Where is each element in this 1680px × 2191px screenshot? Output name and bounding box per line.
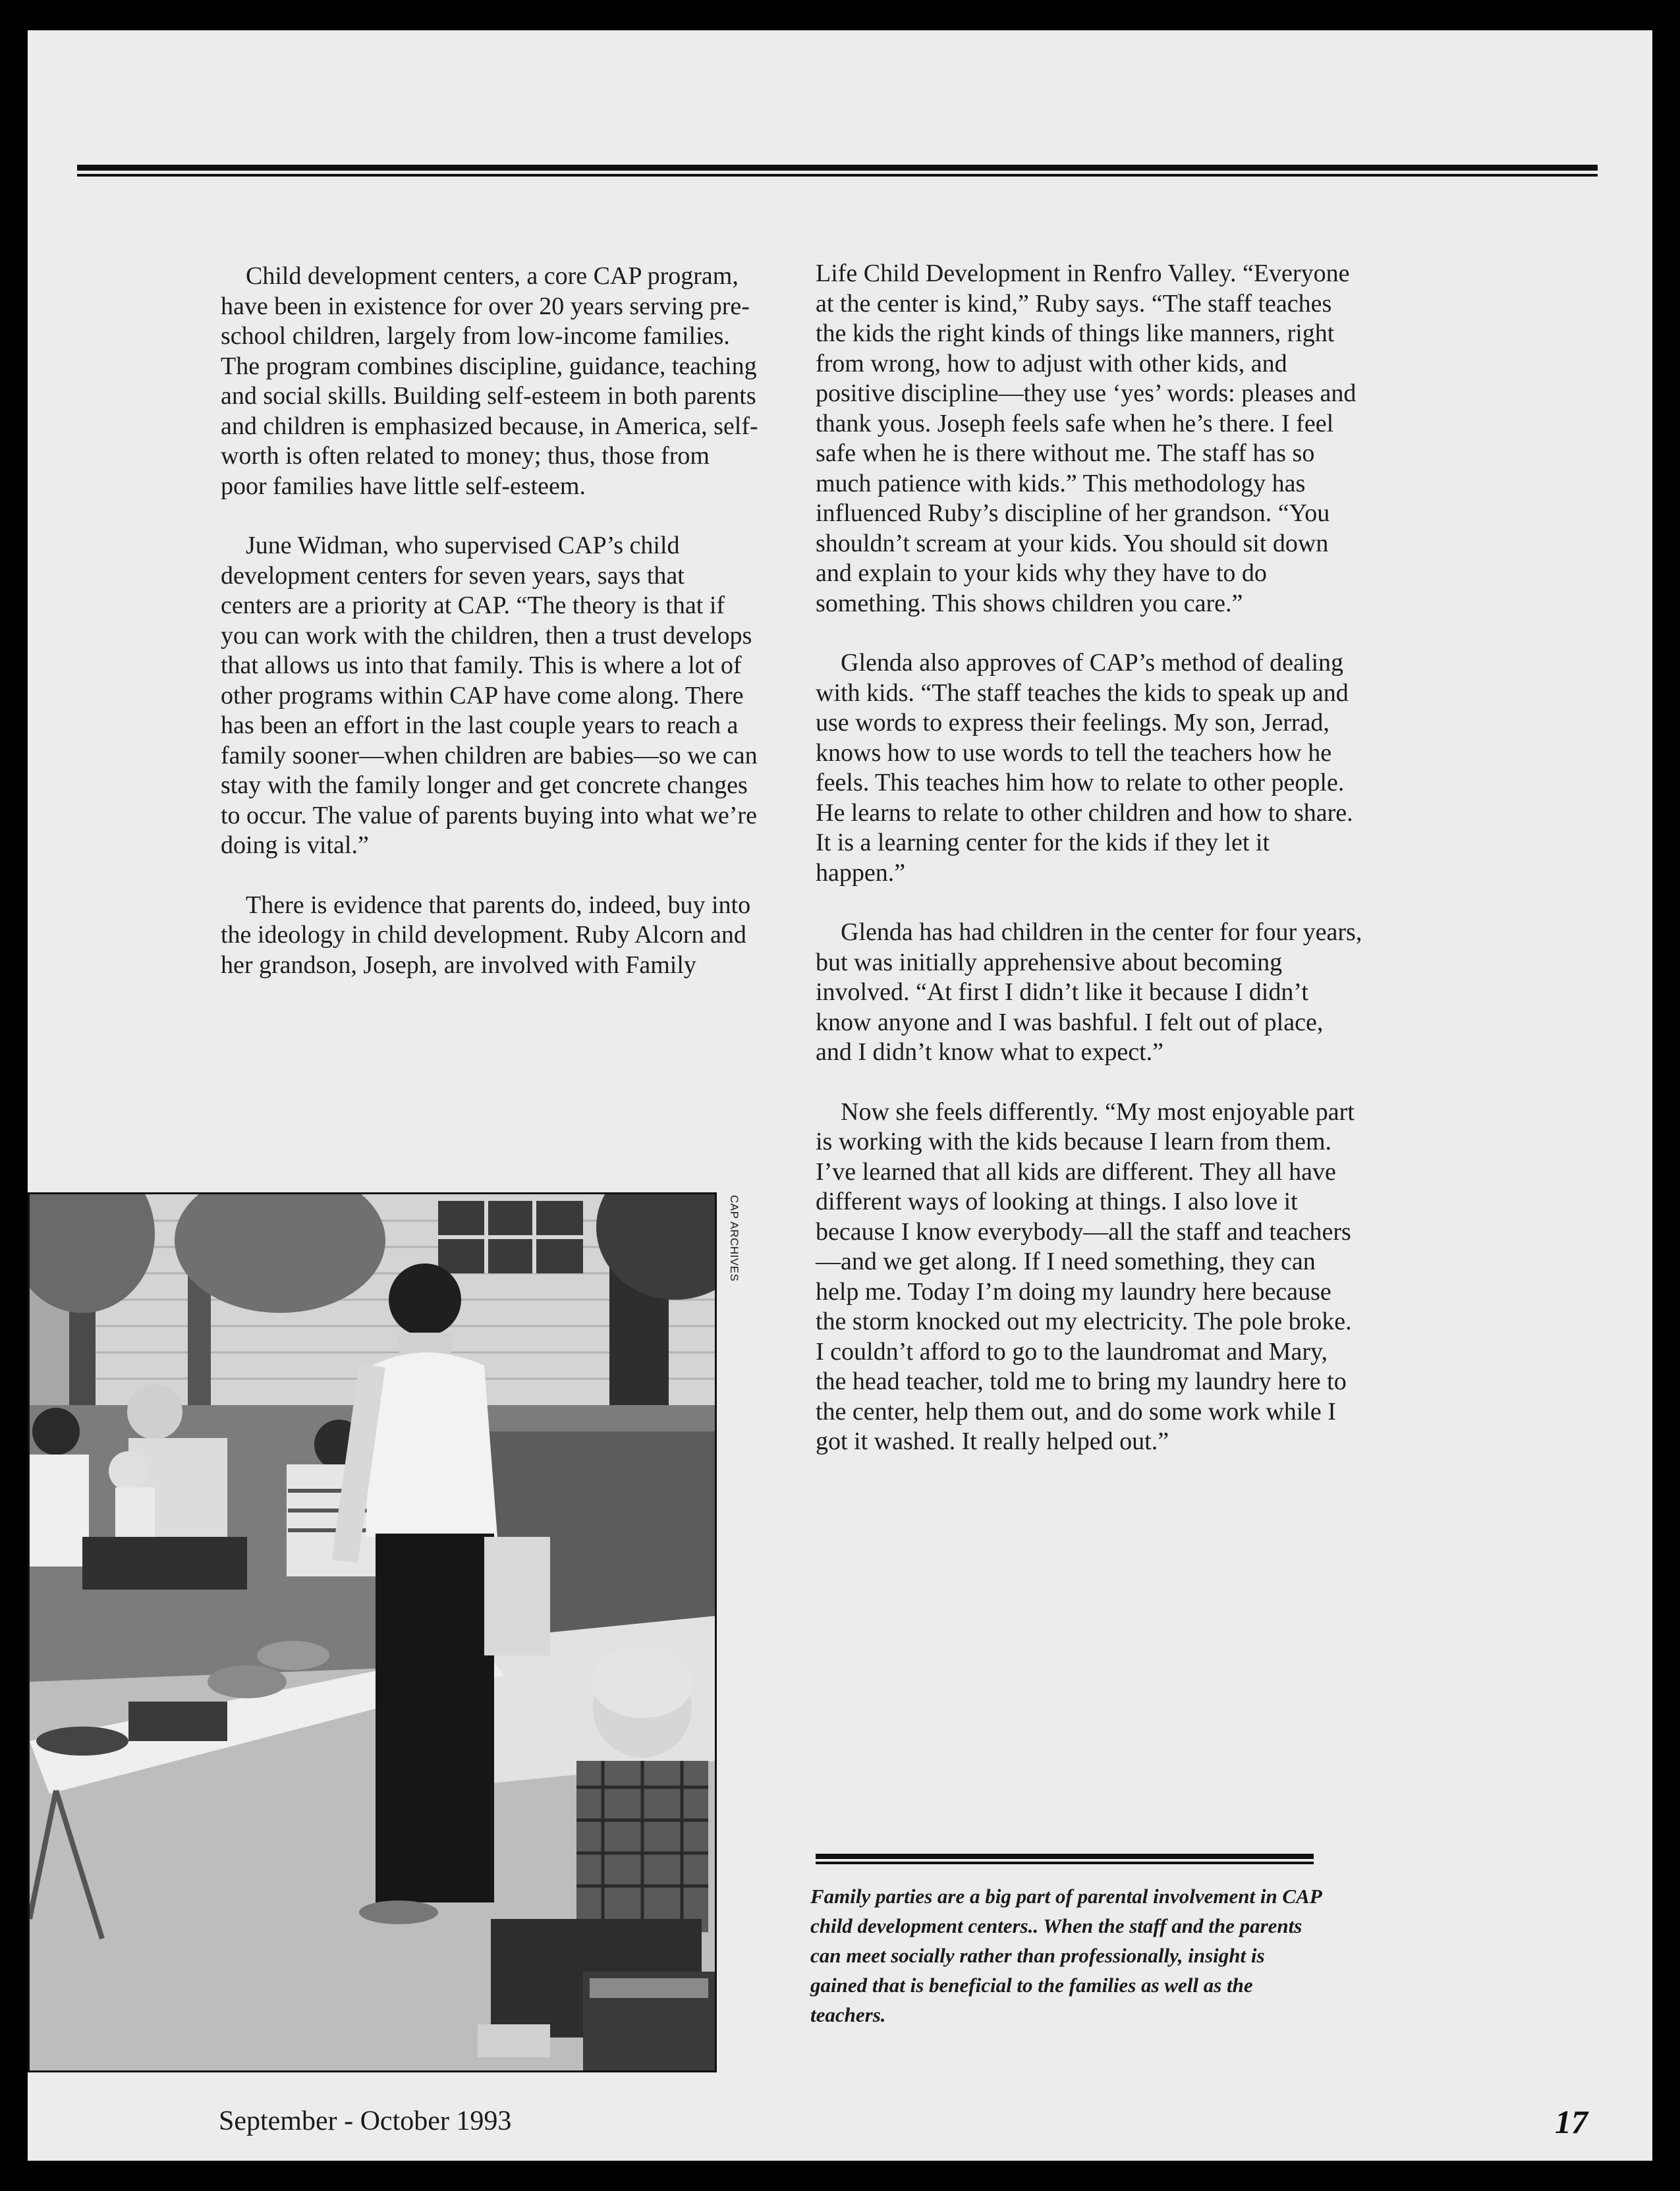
photo-illustration xyxy=(30,1194,715,2070)
paragraph: Glenda also approves of CAP’s method of dealing with kids. “The staff teaches the kids to speak up and use words to express their feelings. My son, Jerrad, knows how to use words to tell the teachers how he feels. This teaches him how to relate to other people. He learns to relate to other children and how to share. It is a learning center for the kids if they let it happen.” xyxy=(816,649,1353,887)
paragraph: There is evidence that parents do, indeed, buy into the ideology in child development. Ruby Alcorn and her grandson, Joseph, are involved with Family xyxy=(221,891,751,979)
caption-rule-thick xyxy=(816,1854,1314,1859)
top-double-rule xyxy=(77,165,1598,178)
top-rule-thin xyxy=(77,174,1598,177)
paragraph: June Widman, who supervised CAP’s child development centers for seven years, says that centers are a priority at CAP. “The theory is that if you can work with the children, then a trust develops that allows us into that family. This is where a lot of other programs within CAP have come along. There has been an effort in the last couple years to reach a family sooner—when children are babies—so we can stay with the family longer and get concrete changes to occur. The value of parents buying into what we’re doing is vital.” xyxy=(221,532,758,859)
right-text-column xyxy=(816,259,1362,1487)
left-text-column xyxy=(221,262,761,1010)
paragraph: Life Child Development in Renfro Valley. “Everyone at the center is kind,” Ruby says. “The staff teaches the kids the right kinds of things like manners, right from wrong, how to adjust with other kids, and positive discipline—they use ‘yes’ words: pleases and thank yous. Joseph feels safe when he’s there. I feel safe when he is there without me. The staff has so much patience with kids.” This methodology has influenced Ruby’s discipline of her grandson. “You shouldn’t scream at your kids. You should sit down and explain to your kids why they have to do something. This shows children you care.” xyxy=(816,260,1357,617)
family-party-photo xyxy=(28,1192,717,2072)
paragraph: Child development centers, a core CAP program, have been in existence for over 20 years serving pre-school children, largely from low-income families. The program combines discipline, guidance, teaching and social skills. Building self-esteem in both parents and children is emphasized because, in America, self-worth is often related to money; thus, those from poor families have little self-esteem. xyxy=(221,262,758,500)
top-rule-thick xyxy=(77,165,1598,171)
caption-double-rule xyxy=(816,1854,1314,1867)
paragraph: Now she feels differently. “My most enjoyable part is working with the kids because I learn from them. I’ve learned that all kids are different. They all have different ways of looking at things. I also love it because I know everybody—all the staff and teachers—and we get along. If I need something, they can help me. Today I’m doing my laundry here because the storm knocked out my electricity. The pole broke. I couldn’t afford to go to the laundromat and Mary, the head teacher, told me to bring my laundry here to the center, help them out, and do some work while I got it washed. It really helped out.” xyxy=(816,1097,1355,1455)
issue-date: September - October 1993 xyxy=(219,2106,512,2136)
photo-caption: Family parties are a big part of parental involvement in CAP child development centers.. When the staff and the parents can meet socially rather than professionally, insight is gained that is beneficial to the families as well as the teachers. xyxy=(810,1885,1322,2026)
magazine-page xyxy=(28,30,1652,2161)
photo-credit: CAP ARCHIVES xyxy=(728,1195,741,1282)
paragraph: Glenda has had children in the center for four years, but was initially apprehensive about becoming involved. “At first I didn’t like it because I didn’t know anyone and I was bashful. I felt out of place, and I didn’t know what to expect.” xyxy=(816,918,1362,1066)
page-number: 17 xyxy=(1555,2103,1588,2140)
caption-rule-thin xyxy=(816,1862,1314,1864)
